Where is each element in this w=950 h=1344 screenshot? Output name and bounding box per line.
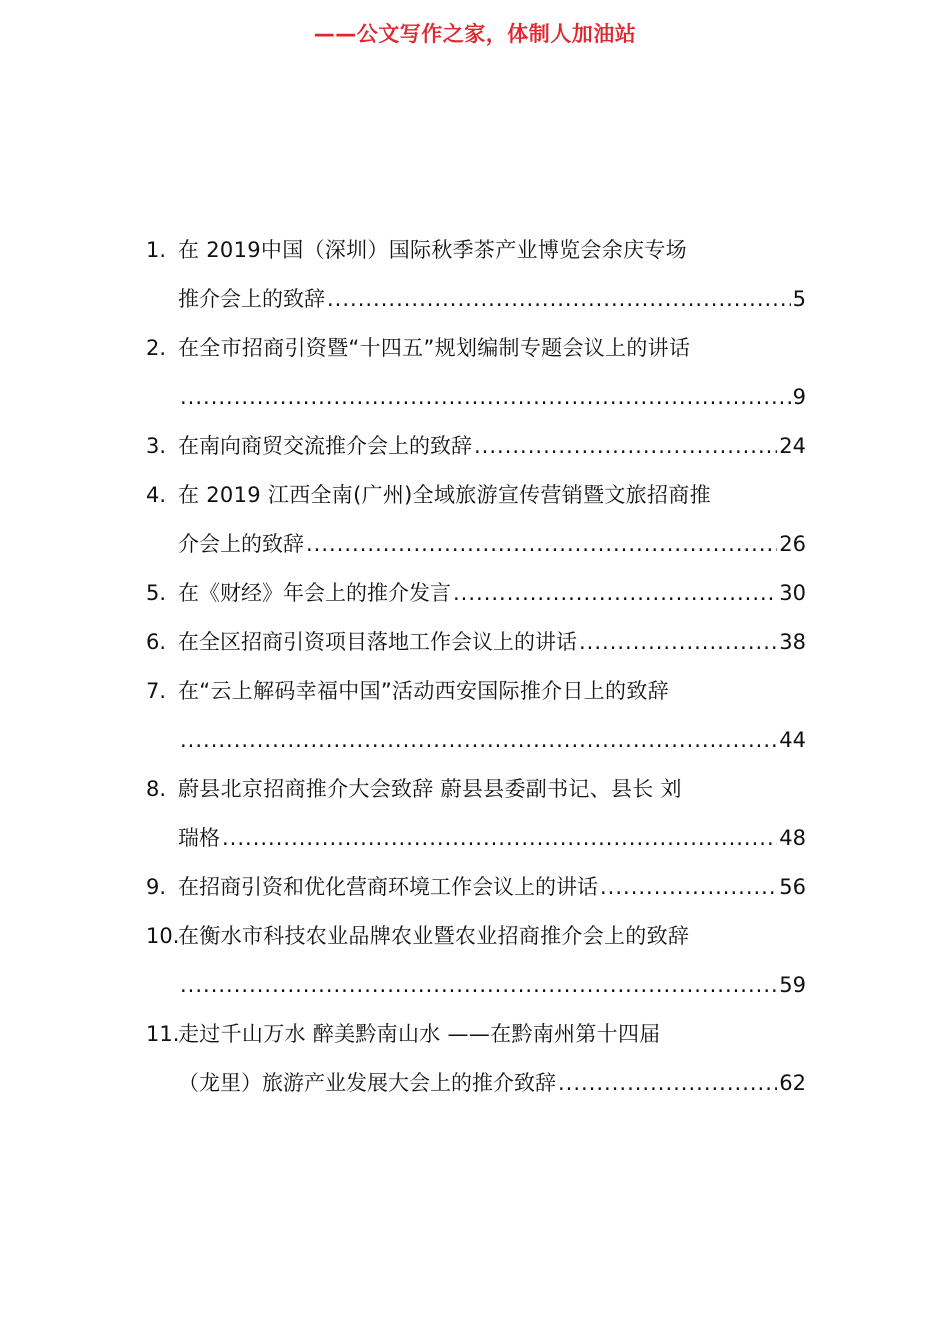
dot-leader (600, 863, 777, 912)
toc-entry-title: （龙里）旅游产业发展大会上的推介致辞 (178, 1071, 556, 1095)
dot-leader (180, 716, 777, 765)
toc-page-number: 5 (792, 287, 806, 311)
toc-entry-number: 8. (146, 777, 167, 801)
toc-entry[interactable] (146, 569, 806, 618)
toc-entry-title-line (178, 912, 806, 961)
toc-page-number: 9 (792, 385, 806, 409)
toc-entry-number: 3. (146, 434, 167, 458)
toc-entry-leader-line (178, 520, 806, 569)
toc-entry-content (178, 226, 806, 324)
toc-entry-content (178, 471, 806, 569)
dot-leader (180, 961, 777, 1010)
toc-entry-title: 在“云上解码幸福中国”活动西安国际推介日上的致辞 (178, 679, 669, 703)
toc-page-number: 56 (779, 875, 806, 899)
toc-entry-content (178, 667, 806, 765)
toc-entry-title: 在南向商贸交流推介会上的致辞 (178, 434, 472, 458)
toc-entry-title-line (178, 324, 806, 373)
toc-entry-title-line (178, 765, 806, 814)
toc-entry-title-line (178, 471, 806, 520)
toc-entry-content (178, 324, 806, 422)
toc-entry-title: 在全区招商引资项目落地工作会议上的讲话 (178, 630, 577, 654)
toc-entry[interactable] (146, 324, 806, 422)
dot-leader (453, 569, 777, 618)
toc-entry-leader-line (178, 716, 806, 765)
header-slogan: ——公文写作之家，体制人加油站 (313, 22, 637, 46)
toc-entry-content (178, 1010, 806, 1108)
toc-entry-content (178, 569, 806, 618)
dot-leader (327, 275, 791, 324)
toc-entry-number: 4. (146, 483, 167, 507)
dot-leader (306, 520, 777, 569)
toc-entry-title: 推介会上的致辞 (178, 287, 325, 311)
table-of-contents (146, 226, 806, 1108)
toc-entry-number: 7. (146, 679, 167, 703)
toc-entry-leader-line (178, 275, 806, 324)
toc-page-number: 26 (779, 532, 806, 556)
toc-entry-number: 6. (146, 630, 167, 654)
toc-entry-leader-line (178, 422, 806, 471)
dot-leader (180, 373, 791, 422)
toc-page-number: 62 (779, 1071, 806, 1095)
toc-entry[interactable] (146, 471, 806, 569)
toc-entry-title-line (178, 226, 806, 275)
toc-entry-number: 2. (146, 336, 167, 360)
toc-entry-title: 走过千山万水 醉美黔南山水 ——在黔南州第十四届 (178, 1022, 661, 1046)
toc-entry[interactable] (146, 765, 806, 863)
toc-entry-title: 在全市招商引资暨“十四五”规划编制专题会议上的讲话 (178, 336, 691, 360)
dot-leader (222, 814, 777, 863)
toc-entry-content (178, 765, 806, 863)
toc-entry[interactable] (146, 422, 806, 471)
toc-entry-title: 在《财经》年会上的推介发言 (178, 581, 451, 605)
toc-entry-title: 蔚县北京招商推介大会致辞 蔚县县委副书记、县长 刘 (178, 777, 682, 801)
toc-entry-content (178, 618, 806, 667)
toc-entry-title: 介会上的致辞 (178, 532, 304, 556)
dot-leader (579, 618, 777, 667)
toc-entry-title: 瑞格 (178, 826, 220, 850)
toc-entry-content (178, 422, 806, 471)
toc-entry-number: 1. (146, 238, 167, 262)
toc-entry[interactable] (146, 226, 806, 324)
toc-entry-leader-line (178, 814, 806, 863)
toc-page-number: 38 (779, 630, 806, 654)
toc-entry-number: 9. (146, 875, 167, 899)
toc-entry-number: 10. (146, 924, 180, 948)
toc-entry-title-line (178, 667, 806, 716)
toc-entry-number: 11. (146, 1022, 180, 1046)
toc-page-number: 30 (779, 581, 806, 605)
toc-entry-leader-line (178, 863, 806, 912)
toc-entry-leader-line (178, 569, 806, 618)
toc-entry[interactable] (146, 863, 806, 912)
dot-leader (558, 1059, 777, 1108)
toc-entry-title-line (178, 1010, 806, 1059)
toc-entry-title: 在衡水市科技农业品牌农业暨农业招商推介会上的致辞 (178, 924, 690, 948)
toc-entry[interactable] (146, 912, 806, 1010)
toc-entry[interactable] (146, 667, 806, 765)
dot-leader (474, 422, 777, 471)
toc-entry-title: 在招商引资和优化营商环境工作会议上的讲话 (178, 875, 598, 899)
toc-page-number: 24 (779, 434, 806, 458)
toc-entry[interactable] (146, 618, 806, 667)
toc-entry[interactable] (146, 1010, 806, 1108)
toc-entry-content (178, 912, 806, 1010)
toc-entry-leader-line (178, 373, 806, 422)
toc-entry-title: 在 2019中国（深圳）国际秋季茶产业博览会余庆专场 (178, 238, 687, 262)
toc-page-number: 48 (779, 826, 806, 850)
toc-entry-leader-line (178, 618, 806, 667)
toc-entry-leader-line (178, 1059, 806, 1108)
toc-page-number: 59 (779, 973, 806, 997)
toc-entry-title: 在 2019 江西全南(广州)全域旅游宣传营销暨文旅招商推 (178, 483, 711, 507)
toc-entry-content (178, 863, 806, 912)
toc-entry-leader-line (178, 961, 806, 1010)
toc-page-number: 44 (779, 728, 806, 752)
toc-entry-number: 5. (146, 581, 167, 605)
